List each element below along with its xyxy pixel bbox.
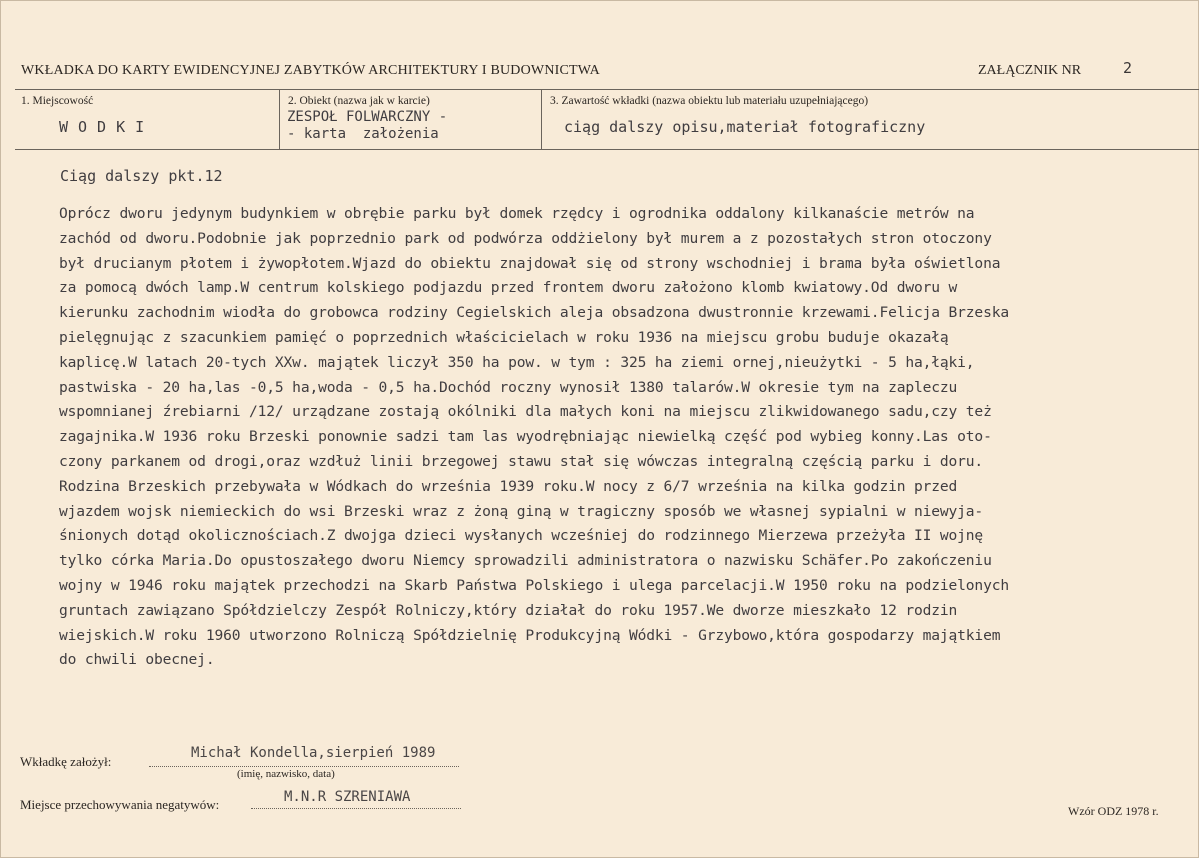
object-label: 2. Obiekt (nazwa jak w karcie) (288, 95, 430, 107)
negatives-value: M.N.R SZRENIAWA (284, 789, 411, 805)
contents-label: 3. Zawartość wkładki (nazwa obiektu lub materiału uzupełniającego) (550, 95, 869, 107)
object-value: ZESPOŁ FOLWARCZNY - - karta założenia (287, 109, 448, 142)
header-rule-top (15, 89, 1199, 90)
field-divider-2 (541, 89, 542, 149)
annex-number: 2 (1123, 59, 1133, 77)
form-title: WKŁADKA DO KARTY EWIDENCYJNEJ ZABYTKÓW ARCHITEKTURY I BUDOWNICTWA (21, 63, 600, 78)
locality-value: WODKI (59, 118, 155, 136)
description-text: Oprócz dworu jedynym budynkiem w obrębie parku był domek rzędcy i ogrodnika oddalony kilkanaście metrów na zachód od dworu.Podobnie jak poprzednio park od podwórza oddżielony był murem a z pozostałych stron otoczony był drucianym płotem i żywopłotem.Wjazd do obiektu znajdował się od strony wschodniej i brama była oświetlona za pomocą dwóch lamp.W centrum kolskiego podjazdu przed frontem dworu założono klomb kwiatowy.Od dworu w kierunku zachodnim wiodła do grobowca rodziny Cegielskich aleja obsadzona dwustronnie krzewami.Felicja Brzeska pielęgnując z szacunkiem pamięć o poprzednich właścicielach w roku 1936 na miejscu grobu buduje okazałą kaplicę.W latach 20-tych XXw. majątek liczył 350 ha pow. w tym : 325 ha ziemi ornej,nieużytki - 5 ha,łąki, pastwiska - 20 ha,las -0,5 ha,woda - 0,5 ha.Dochód roczny wynosił 1380 talarów.W okresie tym na zapleczu wspomnianej źrebiarni /12/ urządzane zostają okólniki dla małych koni na miejscu zlikwidowanego sadu,czy też zagajnika.W 1936 roku Brzeski ponownie sadzi tam las wyodrębniając niewielką część pod wybieg konny.Las oto- czony parkanem od drogi,oraz wzdłuż linii brzegowej stawu stał się wówczas integralną częścią parku i doru. Rodzina Brzeskich przebywała w Wódkach do września 1939 roku.W nocy z 6/7 września na kilka godzin przed wjazdem wojsk niemieckich do wsi Brzeski wraz z żoną giną w tragiczny sposób we własnej sypialni w niewyja- śnionych dotąd okolicznościach.Z dwojga dzieci wysłanych wcześniej do rodzinnego Mierzewa przeżyła II wojnę tylko córka Maria.Do opustoszałego dworu Niemcy sprowadzili administratora o nazwisku Schäfer.Po zakończeniu wojny w 1946 roku majątek przechodzi na Skarb Państwa Polskiego i ulega parcelacji.W 1950 roku na podzielonych gruntach zawiązano Spółdzielczy Zespół Rolniczy,który działał do roku 1957.We dworze mieszkało 12 rodzin wiejskich.W roku 1960 utworzono Rolniczą Spółdzielnię Produkcyjną Wódki - Grzybowo,która gospodarzy majątkiem do chwili obecnej. (59, 205, 1009, 669)
negatives-label: Miejsce przechowywania negatywów: (20, 797, 220, 812)
annex-label: ZAŁĄCZNIK NR (978, 63, 1082, 78)
contents-value: ciąg dalszy opisu,materiał fotograficzny (564, 118, 926, 136)
field-divider-1 (279, 89, 280, 149)
author-line (149, 766, 459, 767)
author-caption: (imię, nazwisko, data) (237, 768, 335, 780)
author-label: Wkładkę założył: (20, 754, 112, 769)
continuation-heading: Ciąg dalszy pkt.12 (60, 167, 223, 185)
header-rule-bottom (15, 149, 1199, 150)
locality-label: 1. Miejscowość (21, 95, 94, 107)
negatives-line (251, 808, 461, 809)
form-code: Wzór ODZ 1978 r. (1068, 804, 1159, 818)
author-value: Michał Kondella,sierpień 1989 (191, 745, 436, 761)
